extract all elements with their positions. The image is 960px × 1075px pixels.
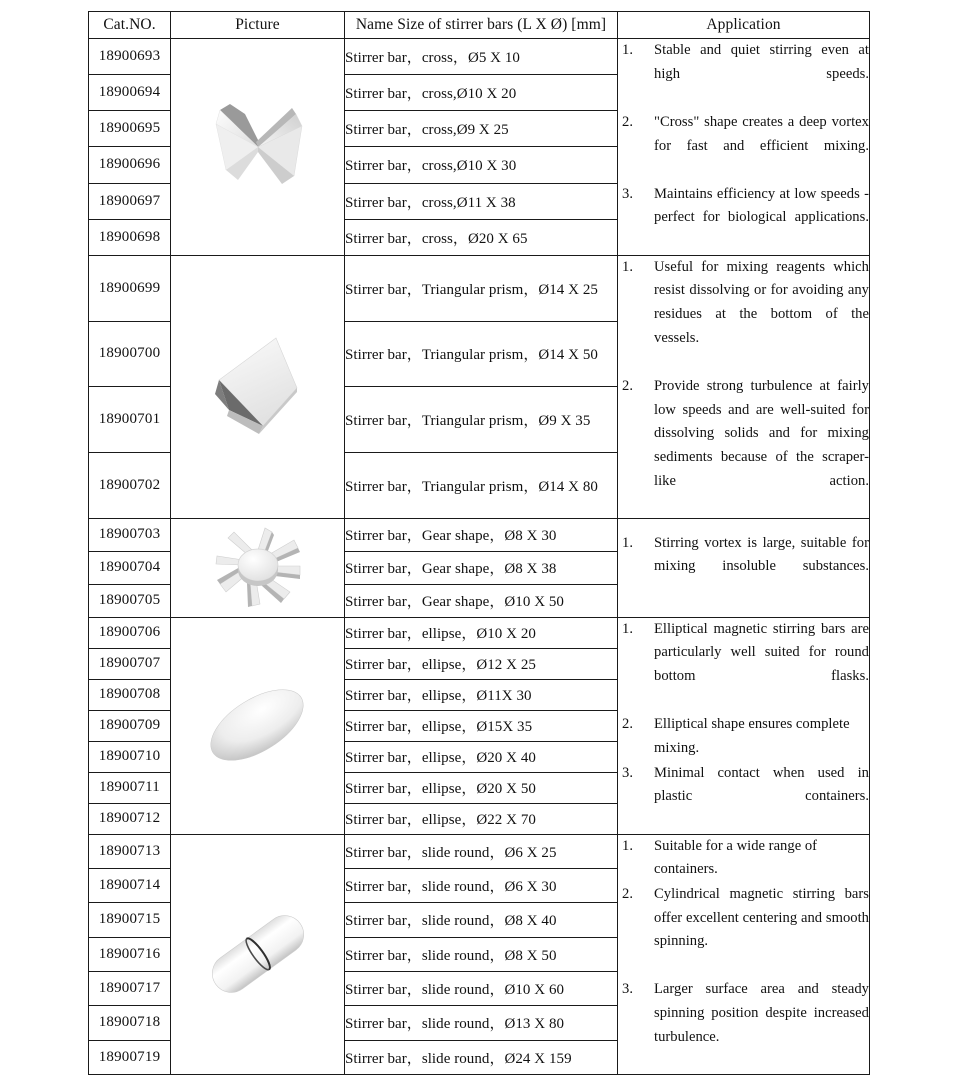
- application-item: Useful for mixing reagents which resist dissolving or for avoiding any residues at the bottom of the vessels.: [654, 258, 869, 346]
- cell-name-size: Stirrer bar，ellipse，Ø12 X 25: [345, 648, 618, 679]
- cell-picture-triangular-prism: [171, 255, 345, 518]
- column-header-name-size: Name Size of stirrer bars (L X Ø) [mm]: [345, 12, 618, 39]
- application-item: Maintains efficiency at low speeds -perfect for biological applications.: [654, 185, 869, 226]
- cell-name-size: Stirrer bar，Triangular prism，Ø14 X 50: [345, 321, 618, 387]
- cell-cat-no: 18900696: [89, 147, 171, 183]
- cell-name-size: Stirrer bar，cross，Ø20 X 65: [345, 219, 618, 255]
- cell-name-size: Stirrer bar，ellipse，Ø20 X 40: [345, 741, 618, 772]
- cell-cat-no: 18900717: [89, 971, 171, 1005]
- slide-round-stirrer-bar-icon: [188, 894, 328, 1014]
- cell-cat-no: 18900702: [89, 453, 171, 519]
- cell-name-size: Stirrer bar，slide round，Ø6 X 30: [345, 868, 618, 902]
- cell-cat-no: 18900697: [89, 183, 171, 219]
- cell-name-size: Stirrer bar，cross,Ø10 X 30: [345, 147, 618, 183]
- application-item: Provide strong turbulence at fairly low speeds and are well-suited for dissolving solids and for mixing sediments because of the scraper-like action.: [654, 377, 869, 489]
- cell-name-size: Stirrer bar，ellipse，Ø15X 35: [345, 710, 618, 741]
- cell-name-size: Stirrer bar，cross,Ø11 X 38: [345, 183, 618, 219]
- cell-cat-no: 18900711: [89, 772, 171, 803]
- application-list: [618, 835, 869, 1073]
- cell-application-triangular-prism: [618, 255, 870, 518]
- cell-name-size: Stirrer bar，cross,Ø9 X 25: [345, 111, 618, 147]
- cell-cat-no: 18900695: [89, 111, 171, 147]
- cell-cat-no: 18900693: [89, 39, 171, 75]
- cell-application-gear: [618, 518, 870, 617]
- stirrer-bar-specification-table: [88, 11, 870, 1075]
- cell-cat-no: 18900709: [89, 710, 171, 741]
- table-row: [89, 39, 870, 75]
- cell-cat-no: 18900712: [89, 803, 171, 834]
- table-body: [89, 39, 870, 1075]
- cell-name-size: Stirrer bar，ellipse，Ø22 X 70: [345, 803, 618, 834]
- application-item: Suitable for a wide range of containers.: [654, 837, 818, 878]
- application-item: Minimal contact when used in plastic containers.: [654, 764, 869, 805]
- cell-application-ellipse: [618, 617, 870, 834]
- cell-cat-no: 18900716: [89, 937, 171, 971]
- cell-cat-no: 18900698: [89, 219, 171, 255]
- cell-cat-no: 18900704: [89, 551, 171, 584]
- cell-cat-no: 18900714: [89, 868, 171, 902]
- cell-cat-no: 18900715: [89, 903, 171, 937]
- cell-name-size: Stirrer bar，Gear shape，Ø8 X 30: [345, 518, 618, 551]
- cell-picture-ellipse: [171, 617, 345, 834]
- column-header-cat-no: Cat.NO.: [89, 12, 171, 39]
- table-header: [89, 12, 870, 39]
- cell-name-size: Stirrer bar，Triangular prism，Ø14 X 25: [345, 255, 618, 321]
- gear-stirrer-bar-icon: [208, 520, 308, 615]
- application-list: [618, 256, 869, 517]
- cell-application-slide-round: [618, 834, 870, 1074]
- cell-name-size: Stirrer bar，cross,Ø10 X 20: [345, 75, 618, 111]
- table-row: [89, 617, 870, 648]
- cell-cat-no: 18900694: [89, 75, 171, 111]
- cell-name-size: Stirrer bar，slide round，Ø8 X 50: [345, 937, 618, 971]
- application-list: [618, 618, 869, 833]
- cell-picture-cross: [171, 39, 345, 256]
- application-item: Elliptical shape ensures complete mixing.: [654, 716, 850, 757]
- cell-name-size: Stirrer bar，Gear shape，Ø8 X 38: [345, 551, 618, 584]
- cell-application-cross: [618, 39, 870, 256]
- column-header-application: Application: [618, 12, 870, 39]
- cross-stirrer-bar-icon: [198, 92, 318, 202]
- cell-name-size: Stirrer bar，cross，Ø5 X 10: [345, 39, 618, 75]
- column-header-picture: Picture: [171, 12, 345, 39]
- cell-cat-no: 18900707: [89, 648, 171, 679]
- cell-picture-gear: [171, 518, 345, 617]
- cell-name-size: Stirrer bar，slide round，Ø10 X 60: [345, 971, 618, 1005]
- application-item: Cylindrical magnetic stirring bars offer excellent centering and smooth spinning.: [654, 885, 869, 950]
- application-item: Stable and quiet stirring even at high speeds.: [654, 42, 869, 82]
- application-item: "Cross" shape creates a deep vortex for fast and efficient mixing.: [654, 113, 869, 154]
- application-list: [618, 39, 869, 254]
- cell-cat-no: 18900701: [89, 387, 171, 453]
- ellipse-stirrer-bar-icon: [195, 673, 320, 778]
- cell-name-size: Stirrer bar，ellipse，Ø20 X 50: [345, 772, 618, 803]
- cell-name-size: Stirrer bar，Triangular prism，Ø9 X 35: [345, 387, 618, 453]
- cell-cat-no: 18900708: [89, 679, 171, 710]
- cell-cat-no: 18900703: [89, 518, 171, 551]
- cell-cat-no: 18900719: [89, 1040, 171, 1074]
- cell-name-size: Stirrer bar，ellipse，Ø10 X 20: [345, 617, 618, 648]
- application-item: Larger surface area and steady spinning position despite increased turbulence.: [654, 981, 869, 1045]
- cell-cat-no: 18900713: [89, 834, 171, 868]
- cell-name-size: Stirrer bar，slide round，Ø24 X 159: [345, 1040, 618, 1074]
- table-row: [89, 255, 870, 321]
- cell-name-size: Stirrer bar，Triangular prism，Ø14 X 80: [345, 453, 618, 519]
- cell-name-size: Stirrer bar，slide round，Ø13 X 80: [345, 1006, 618, 1040]
- cell-cat-no: 18900699: [89, 255, 171, 321]
- header-row: [89, 12, 870, 39]
- cell-name-size: Stirrer bar，slide round，Ø8 X 40: [345, 903, 618, 937]
- cell-picture-slide-round: [171, 834, 345, 1074]
- cell-name-size: Stirrer bar，ellipse，Ø11X 30: [345, 679, 618, 710]
- cell-name-size: Stirrer bar，slide round，Ø6 X 25: [345, 834, 618, 868]
- table-row: [89, 834, 870, 868]
- cell-name-size: Stirrer bar，Gear shape，Ø10 X 50: [345, 584, 618, 617]
- cell-cat-no: 18900705: [89, 584, 171, 617]
- cell-cat-no: 18900710: [89, 741, 171, 772]
- cell-cat-no: 18900706: [89, 617, 171, 648]
- application-item: Elliptical magnetic stirring bars are particularly well suited for round bottom flasks.: [654, 620, 869, 685]
- triangular-prism-stirrer-bar-icon: [193, 322, 323, 452]
- application-list: [618, 532, 869, 603]
- application-item: Stirring vortex is large, suitable for mixing insoluble substances.: [654, 534, 869, 575]
- table-row: [89, 518, 870, 551]
- cell-cat-no: 18900718: [89, 1006, 171, 1040]
- cell-cat-no: 18900700: [89, 321, 171, 387]
